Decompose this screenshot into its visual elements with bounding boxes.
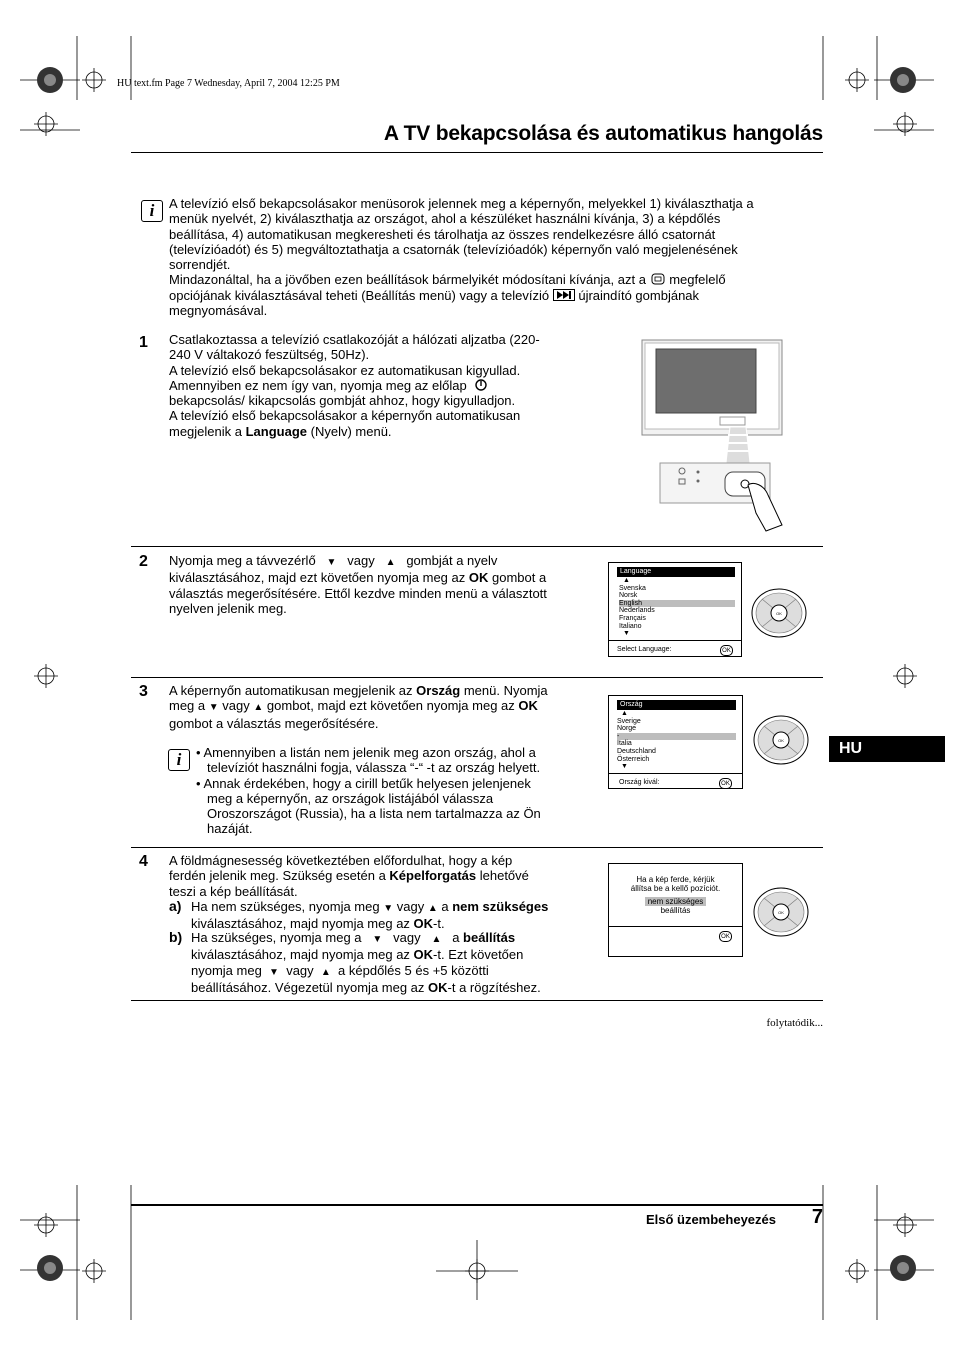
continued-label: folytatódik... — [766, 1017, 823, 1029]
step-line: A televízió első bekapcsolásakor ez automatikusan kigyullad. — [169, 362, 521, 378]
step-text-part: kiválasztásához, majd ezt követően nyomja meg az — [169, 570, 469, 586]
step-text-part: a — [441, 899, 453, 914]
step-line — [169, 378, 588, 393]
file-header: HU text.fm Page 7 Wednesday, April 7, 2004 12:25 PM — [117, 78, 340, 89]
step-line — [191, 947, 588, 962]
step-text-part: gombot, majd ezt követően nyomja meg az — [266, 698, 519, 714]
note-line: Oroszországot (Russia), ha a lista nem tartalmazza az Ön — [207, 806, 541, 822]
menu-item: Svenska — [619, 584, 646, 592]
menu-footer — [609, 773, 742, 793]
tilt-option-selected-row — [609, 897, 742, 906]
step-text-part: a — [452, 930, 464, 945]
menu-item: Norge — [617, 725, 637, 733]
step-number: 1 — [139, 334, 148, 351]
ok-icon: OK — [720, 645, 733, 656]
intro-text-part: újraindító gombjának — [578, 287, 700, 303]
remote-control-pad — [750, 587, 808, 639]
up-arrow-icon: ▲ — [320, 966, 331, 978]
step-text-part: vagy — [286, 962, 314, 978]
menu-item: Italiano — [619, 622, 642, 630]
down-arrow-icon: ▼ — [372, 934, 383, 945]
step-text-part: vagy — [396, 899, 425, 914]
step-text-bold: OK — [428, 979, 448, 995]
step-text-part: (Nyelv) menü. — [307, 423, 392, 439]
up-arrow-icon: ▲ — [427, 903, 438, 914]
step-text-part: vagy — [393, 930, 421, 945]
step-text-part: meg a — [169, 698, 206, 714]
remote-control-pad — [752, 714, 810, 766]
substep-label-a — [169, 899, 191, 914]
menu-header: Ország — [617, 700, 736, 710]
step-text-part: a képdőlés 5 és +5 közötti — [338, 962, 489, 978]
down-arrow-icon: ▼ — [269, 966, 279, 978]
substep-letter: a) — [169, 898, 182, 914]
menu-item: Italia — [617, 740, 632, 748]
intro-text — [169, 196, 817, 318]
step-text-bold: OK — [518, 698, 538, 714]
step3-notes — [196, 745, 588, 837]
step-text-part: Nyomja meg a távvezérlő — [169, 553, 316, 568]
step-line: nyelven jelenik meg. — [169, 600, 287, 616]
remote-ok-label: OK — [776, 611, 782, 616]
step-text-part: kiválasztásához, majd nyomja meg az — [191, 947, 414, 963]
ok-icon: OK — [719, 778, 732, 789]
intro-text-part: megfelelő — [669, 272, 726, 288]
step-text-part: gombját a nyelv — [406, 553, 498, 568]
power-icon — [474, 379, 488, 391]
restart-button-icon — [553, 289, 575, 301]
intro-text-part: Mindazonáltal, ha a jövőben ezen beállítások bármelyikét módosítani kívánja, azt a — [169, 272, 646, 288]
menu-item-selected: English — [619, 600, 735, 608]
menu-item: Deutschland — [617, 747, 656, 755]
up-arrow-icon: ▲ — [431, 934, 442, 945]
country-menu — [608, 695, 743, 789]
step-text-bold: Ország — [416, 683, 461, 698]
step-text-part: lehetővé — [476, 868, 529, 884]
intro-text-part: opciójának kiválasztásával teheti (Beállítás menü) vagy a televízió — [169, 287, 550, 303]
menu-item-selected: - — [617, 733, 736, 741]
step-number: 3 — [139, 683, 148, 700]
step-line: A földmágnesesség következtében előfordulhat, hogy a kép — [169, 853, 513, 868]
step-line — [191, 899, 588, 916]
step-text-part: megjelenik a — [169, 423, 246, 439]
step4b-text — [191, 930, 588, 995]
info-icon: i — [141, 200, 163, 222]
section-rule — [131, 1000, 823, 1001]
step-line — [191, 980, 588, 995]
step-text-part: -t. — [433, 916, 445, 932]
tilt-option: beállítás — [660, 906, 691, 915]
step-text-bold: Képelforgatás — [389, 868, 477, 884]
scroll-down-icon: ▼ — [621, 763, 628, 771]
intro-line: menük nyelvét, 2) kiválaszthatja az országot, ahol a készüléket használni kívánja, 3) a képdőlés — [169, 211, 721, 227]
step-line — [169, 683, 588, 698]
step-text-part: Ha szükséges, nyomja meg a — [191, 930, 362, 945]
step-text-part: gombot a — [488, 570, 547, 586]
step-line — [169, 868, 588, 883]
down-arrow-icon: ▼ — [208, 702, 219, 714]
scroll-down-icon: ▼ — [623, 630, 630, 638]
note-line: televíziót használni fogja, válassza “-“ -t az ország helyett. — [207, 760, 541, 776]
step-text-bold: OK — [468, 570, 489, 586]
up-arrow-icon: ▲ — [385, 557, 396, 568]
info-icon: i — [168, 749, 190, 771]
section-rule — [131, 677, 823, 678]
step-line — [169, 553, 588, 570]
note-line: meg a képernyőn, az országok listájából válassza — [207, 790, 494, 806]
menu-item: Sverige — [617, 717, 641, 725]
step-line: választás megerősítésére. Ettől kezdve minden menü a választott — [169, 585, 547, 601]
step3-text — [169, 683, 588, 731]
step4a-text — [191, 899, 588, 932]
step-text-bold: beállítás — [463, 930, 516, 945]
step-text-bold: OK — [413, 947, 434, 963]
page-number: 7 — [811, 1206, 823, 1228]
step-text-part: Amennyiben ez nem így van, nyomja meg az előlap — [169, 377, 467, 393]
step-text-part: -t a rögzítéshez. — [447, 979, 541, 995]
step-line — [169, 698, 588, 715]
step-text-part: kiválasztásához, majd nyomja meg az — [191, 916, 414, 932]
language-tab-hu: HU — [829, 736, 945, 762]
step-text-part: vagy — [347, 553, 375, 568]
step-number: 4 — [139, 853, 148, 870]
menu-list — [609, 710, 742, 771]
section-rule — [131, 847, 823, 848]
language-menu — [608, 562, 742, 657]
menu-item: Österreich — [617, 755, 650, 763]
menu-item: Nederlands — [619, 607, 655, 615]
ok-icon: OK — [719, 931, 732, 942]
step-text-part: vagy — [222, 698, 250, 714]
menu-footer-label: Select Language: — [617, 646, 672, 654]
menu-item: Français — [619, 614, 646, 622]
substep-letter: b) — [169, 929, 183, 945]
step-text-part: menü. Nyomja — [460, 683, 548, 698]
menu-footer — [609, 926, 742, 946]
setup-menu-icon — [650, 273, 666, 285]
intro-line-2 — [169, 272, 817, 287]
step-line: gombot a választás megerősítésére. — [169, 715, 379, 731]
step-line — [169, 424, 588, 439]
remote-ok-label: OK — [778, 910, 784, 915]
step-line — [191, 930, 588, 947]
intro-line: sorrendjét. — [169, 257, 231, 273]
step-text-part: beállításához. Végezetül nyomja meg az — [191, 979, 429, 995]
step1-text — [169, 332, 588, 439]
menu-footer-label: Ország kivál: — [619, 779, 660, 787]
tilt-option-selected: nem szükséges — [645, 897, 707, 906]
section-rule — [131, 546, 823, 547]
tilt-prompt: Ha a kép ferde, kérjük — [636, 875, 715, 884]
note-line: • Annak érdekében, hogy a cirill betűk helyesen jelenjenek — [196, 775, 531, 791]
tilt-menu — [608, 863, 743, 957]
step-text-bold: nem szükséges — [452, 899, 549, 914]
tv-illustration — [630, 335, 790, 535]
step-line: teszi a kép beállítását. — [169, 883, 298, 899]
remote-control-pad — [752, 886, 810, 938]
step-text-part: A képernyőn automatikusan megjelenik az — [169, 683, 417, 698]
substep-label-b — [169, 930, 191, 945]
scroll-up-icon: ▲ — [623, 577, 630, 584]
remote-ok-label: OK — [778, 738, 784, 743]
step-text-part: -t. Ezt követően — [433, 947, 524, 963]
intro-line-3 — [169, 288, 817, 303]
step-line — [169, 570, 588, 585]
menu-header: Language — [617, 567, 735, 577]
scroll-up-icon: ▲ — [621, 710, 628, 717]
tilt-prompt: állítsa be a kellő pozíciót. — [630, 884, 721, 893]
step-line: 240 V váltakozó feszültség, 50Hz). — [169, 347, 370, 363]
menu-item: Norsk — [619, 592, 638, 600]
step-number: 2 — [139, 553, 148, 570]
step2-text — [169, 553, 588, 616]
step-line: A televízió első bekapcsolásakor a képernyőn automatikusan — [169, 408, 521, 424]
note-line: • Amennyiben a listán nem jelenik meg azon ország, ahol a — [196, 745, 536, 760]
step-line — [191, 963, 588, 980]
intro-line: megnyomásával. — [169, 303, 268, 319]
menu-list — [609, 577, 741, 638]
step-text-part: nyomja meg — [191, 962, 262, 978]
footer-rule — [131, 1204, 823, 1206]
title-rule — [131, 152, 823, 153]
down-arrow-icon: ▼ — [326, 557, 337, 568]
intro-line: A televízió első bekapcsolásakor menüsorok jelennek meg a képernyőn, melyekkel 1) kiválaszthatja a — [169, 196, 754, 211]
up-arrow-icon: ▲ — [253, 702, 264, 714]
step-text-bold: Language — [245, 423, 308, 439]
step4-text — [169, 853, 588, 899]
step-text-bold: OK — [413, 916, 434, 932]
note-line: hazáját. — [207, 821, 253, 837]
page-title: A TV bekapcsolása és automatikus hangolás — [383, 122, 823, 145]
step-text-part: ferdén jelenik meg. Szükség esetén a — [169, 868, 390, 884]
step-line: bekapcsolás/ kikapcsolás gombját ahhoz, hogy kigyulladjon. — [169, 393, 516, 409]
intro-line: (televízióadót) és 5) megváltoztathatja a csatornák (televízióadók) képernyőn való megjelenésének — [169, 241, 738, 257]
footer-section-label: Első üzembeheyezés — [645, 1212, 776, 1227]
step-line: Csatlakoztassa a televízió csatlakozóját a hálózati aljzatba (220- — [169, 332, 540, 347]
menu-footer — [609, 640, 741, 660]
intro-line: beállítása, 4) automatikusan megkeresheti és tárolhatja az összes rendelkezésre álló csatornát — [169, 226, 716, 242]
down-arrow-icon: ▼ — [383, 903, 394, 914]
step-text-part: Ha nem szükséges, nyomja meg — [191, 899, 380, 914]
